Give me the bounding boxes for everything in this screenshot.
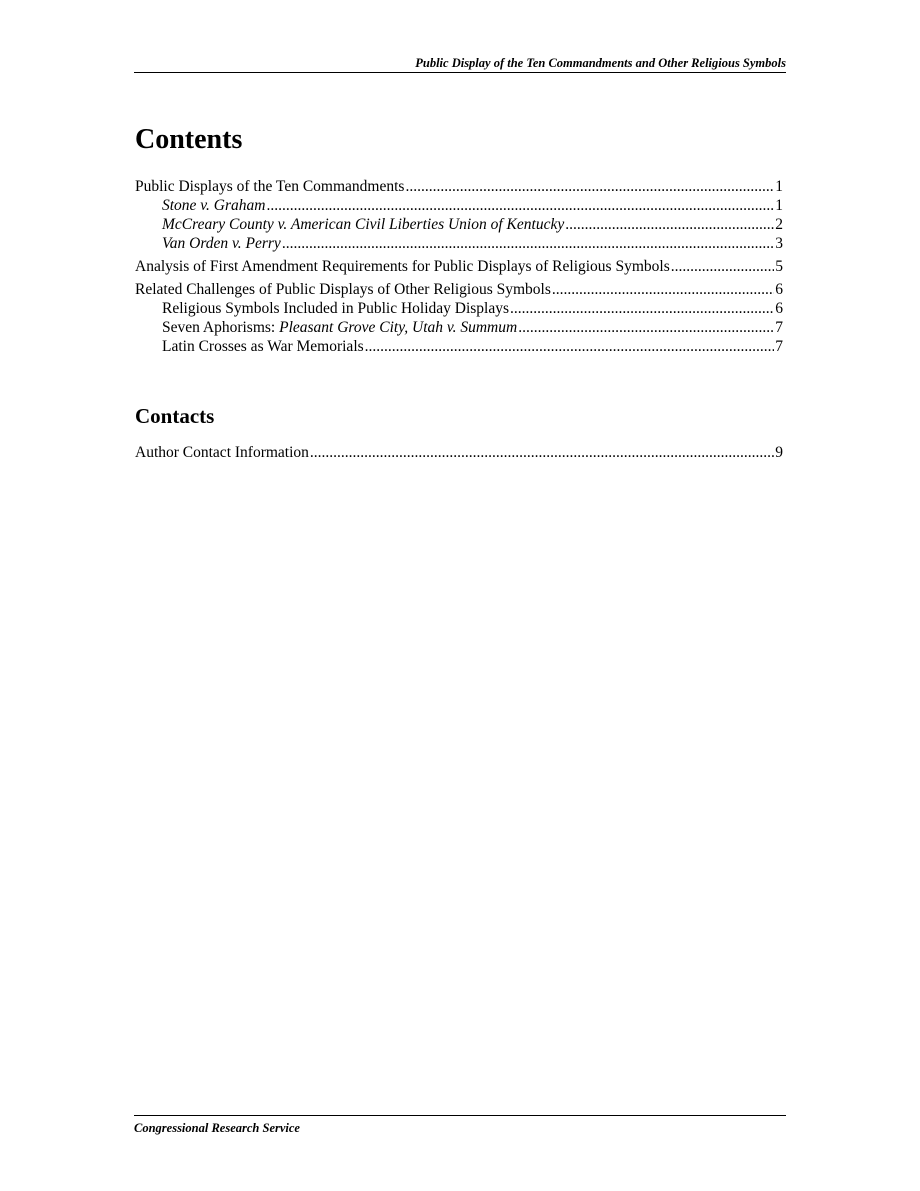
toc-entry-related-challenges[interactable] — [135, 280, 783, 299]
toc-entry-page: 9 — [775, 444, 783, 461]
running-footer: Congressional Research Service — [134, 1115, 786, 1135]
toc-entry-page: 5 — [775, 258, 783, 275]
toc-entry-title: Religious Symbols Included in Public Holiday Displays — [162, 300, 510, 317]
toc-entry-stone-v-graham[interactable] — [135, 196, 783, 215]
dot-leader — [282, 234, 774, 253]
toc-entry-title-prefix: Seven Aphorisms: — [162, 319, 280, 336]
dot-leader — [310, 443, 774, 462]
toc-entry-title: Public Displays of the Ten Commandments — [135, 178, 405, 195]
toc-entry-seven-aphorisms[interactable] — [135, 318, 783, 337]
toc-entry-holiday-displays[interactable] — [135, 299, 783, 318]
toc-entry-page: 7 — [775, 338, 783, 355]
toc-entry-author-contact[interactable] — [135, 443, 783, 462]
dot-leader — [510, 299, 774, 318]
toc-entry-title: McCreary County v. American Civil Liberties Union of Kentucky — [162, 216, 565, 233]
contacts-list — [135, 443, 783, 462]
dot-leader — [266, 196, 774, 215]
dot-leader — [518, 318, 774, 337]
toc-entry-title-case: Pleasant Grove City, Utah v. Summum — [279, 319, 518, 336]
toc-entry-mccreary-county[interactable] — [135, 215, 783, 234]
toc-entry-page: 1 — [775, 197, 783, 214]
dot-leader — [565, 215, 774, 234]
toc-entry-title: Stone v. Graham — [162, 197, 266, 214]
toc-entry-title: Author Contact Information — [135, 444, 309, 461]
toc-entry-page: 6 — [775, 281, 783, 298]
dot-leader — [552, 280, 774, 299]
toc-entry-title: Van Orden v. Perry — [162, 235, 281, 252]
toc-entry-analysis-first-amendment[interactable] — [135, 257, 783, 276]
toc-entry-public-displays-ten-commandments[interactable] — [135, 177, 783, 196]
contents-heading: Contents — [135, 124, 243, 155]
toc-entry-van-orden-v-perry[interactable] — [135, 234, 783, 253]
toc-entry-title: Related Challenges of Public Displays of Other Religious Symbols — [135, 281, 551, 298]
dot-leader — [671, 257, 775, 276]
toc-entry-page: 3 — [775, 235, 783, 252]
running-header: Public Display of the Ten Commandments and Other Religious Symbols — [134, 56, 786, 73]
toc-entry-title: Analysis of First Amendment Requirements for Public Displays of Religious Symbols — [135, 258, 670, 275]
toc-entry-page: 6 — [775, 300, 783, 317]
table-of-contents — [135, 177, 783, 356]
toc-entry-page: 2 — [775, 216, 783, 233]
toc-entry-page: 1 — [775, 178, 783, 195]
toc-entry-latin-crosses[interactable] — [135, 337, 783, 356]
contacts-heading: Contacts — [135, 404, 215, 428]
toc-entry-title — [162, 318, 517, 337]
dot-leader — [405, 177, 774, 196]
dot-leader — [365, 337, 775, 356]
toc-entry-page: 7 — [775, 319, 783, 336]
toc-entry-title: Latin Crosses as War Memorials — [162, 338, 364, 355]
